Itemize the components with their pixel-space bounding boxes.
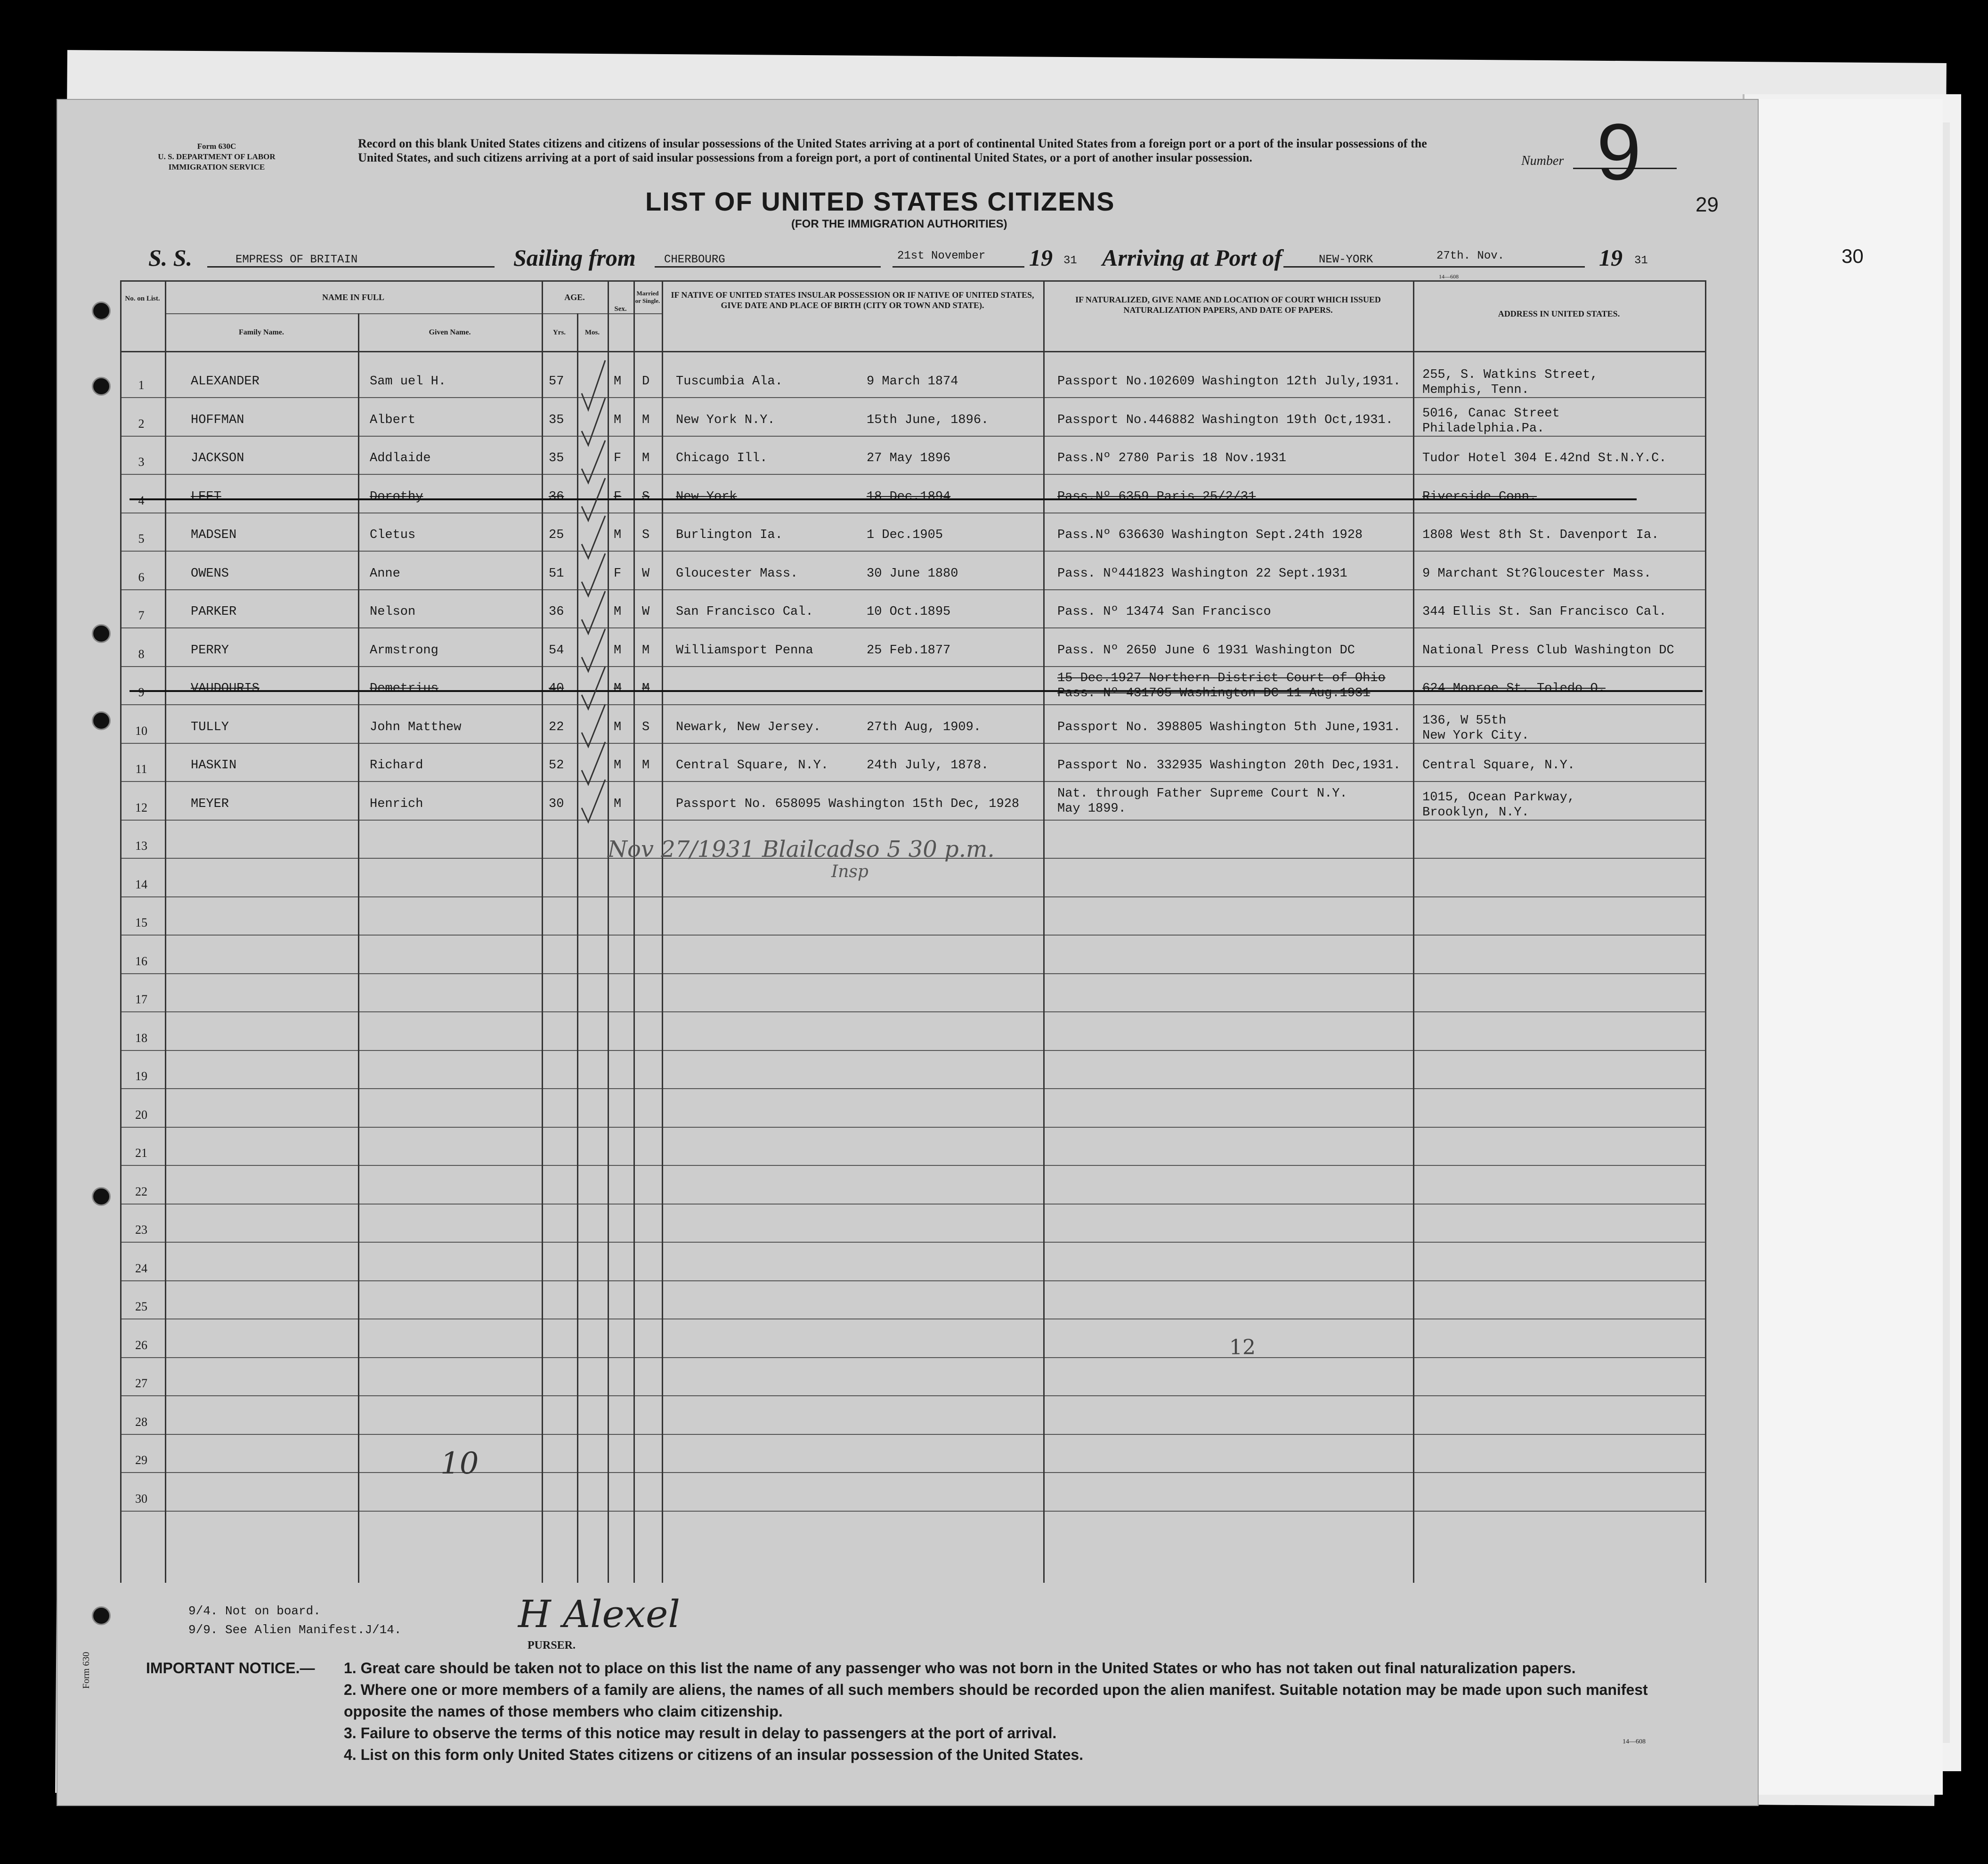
cell-age-years: 35 bbox=[549, 451, 564, 465]
cell-given-name: Armstrong bbox=[370, 643, 438, 658]
cell-age-years: 25 bbox=[549, 528, 564, 542]
cell-age-years: 54 bbox=[549, 643, 564, 658]
cell-naturalization: Pass. Nº 2650 June 6 1931 Washington DC bbox=[1057, 643, 1355, 658]
row-number: 24 bbox=[135, 1262, 147, 1275]
col-header-age: AGE. bbox=[564, 293, 585, 302]
form-number: Form 630C bbox=[197, 142, 236, 151]
cell-address: Central Square, N.Y. bbox=[1422, 758, 1575, 773]
arrival-date: 27th. Nov. bbox=[1436, 250, 1505, 262]
cell-birth-date: 1 Dec.1905 bbox=[867, 528, 943, 542]
cell-sex: M bbox=[614, 374, 622, 389]
table-top-border bbox=[120, 280, 1705, 282]
cell-marital-status: S bbox=[642, 528, 650, 542]
cell-address: 624 Monroe St. Toledo O. bbox=[1422, 682, 1606, 696]
cell-sex: M bbox=[614, 528, 622, 542]
cell-address: 1015, Ocean Parkway, bbox=[1422, 790, 1575, 805]
ss-label: S. S. bbox=[148, 244, 193, 271]
cell-family-name: MADSEN bbox=[191, 528, 237, 542]
tally-mark: 12 bbox=[1229, 1335, 1256, 1359]
cell-family-name: HOFFMAN bbox=[191, 413, 244, 427]
row-number: 27 bbox=[135, 1376, 147, 1390]
purser-label: PURSER. bbox=[527, 1639, 576, 1652]
cell-age-years: 30 bbox=[549, 797, 564, 811]
ship-name: EMPRESS OF BRITAIN bbox=[235, 253, 358, 266]
row-number: 10 bbox=[135, 724, 147, 738]
row-number: 18 bbox=[135, 1031, 147, 1045]
cell-address: Tudor Hotel 304 E.42nd St.N.Y.C. bbox=[1422, 451, 1667, 465]
row-number: 20 bbox=[135, 1108, 147, 1122]
row-number: 28 bbox=[135, 1415, 147, 1429]
col-border bbox=[120, 280, 122, 1583]
cell-given-name: Addlaide bbox=[370, 451, 431, 465]
col-border bbox=[542, 280, 543, 1583]
cell-sex: F bbox=[614, 451, 622, 465]
cell-naturalization: 15 Dec.1927 Northern District Court of Ohio bbox=[1057, 671, 1386, 685]
cell-family-name: VAUDOURIS bbox=[191, 682, 260, 696]
row-number: 22 bbox=[135, 1185, 147, 1198]
cell-naturalization-line2: May 1899. bbox=[1057, 802, 1126, 816]
cell-birth-place: Burlington Ia. bbox=[676, 528, 783, 542]
passenger-table bbox=[120, 280, 1705, 1583]
arrival-year-prefix: 19 bbox=[1599, 244, 1623, 271]
cell-naturalization: Nat. through Father Supreme Court N.Y. bbox=[1057, 787, 1347, 801]
col-header-family: Family Name. bbox=[239, 328, 284, 336]
cell-family-name: HASKIN bbox=[191, 758, 237, 773]
print-code: 14—608 bbox=[1439, 273, 1459, 280]
cell-given-name: John Matthew bbox=[370, 720, 462, 734]
cell-given-name: Albert bbox=[370, 413, 416, 427]
cell-address: 255, S. Watkins Street, bbox=[1422, 368, 1598, 382]
cell-sex: F bbox=[614, 490, 622, 504]
sailing-port: CHERBOURG bbox=[664, 253, 725, 266]
cell-age-years: 36 bbox=[549, 490, 564, 504]
cell-birth-place: Williamsport Penna bbox=[676, 643, 813, 658]
row-number: 6 bbox=[138, 570, 145, 584]
cell-birth-place: New York N.Y. bbox=[676, 413, 775, 427]
cell-given-name: Cletus bbox=[370, 528, 416, 542]
page-number: 29 bbox=[1696, 193, 1719, 216]
cell-marital-status: S bbox=[642, 720, 650, 734]
row-number: 3 bbox=[138, 455, 145, 469]
cell-address: 344 Ellis St. San Francisco Cal. bbox=[1422, 605, 1667, 619]
cell-birth-date: 15th June, 1896. bbox=[867, 413, 989, 427]
cell-age-years: 22 bbox=[549, 720, 564, 734]
notice-item-2: 2. Where one or more members of a family are aliens, the names of all such members should be recorded upon the alien manifest. Suitable notation may be made upon such manifest opposite the names of those members who claim citizenship. bbox=[344, 1681, 1648, 1720]
row-number: 9 bbox=[138, 685, 145, 699]
row-number: 8 bbox=[138, 647, 145, 661]
page-subtitle: (FOR THE IMMIGRATION AUTHORITIES) bbox=[791, 218, 1007, 230]
cell-address: 5016, Canac Street bbox=[1422, 407, 1560, 421]
col-border bbox=[1413, 280, 1414, 1583]
cell-marital-status: W bbox=[642, 567, 650, 581]
cell-age-years: 52 bbox=[549, 758, 564, 773]
cell-age-years: 36 bbox=[549, 605, 564, 619]
cell-family-name: LEET bbox=[191, 490, 221, 504]
arrival-underline bbox=[1283, 266, 1585, 268]
cell-sex: M bbox=[614, 643, 622, 658]
cell-marital-status: W bbox=[642, 605, 650, 619]
row-number: 2 bbox=[138, 417, 145, 431]
department: U. S. DEPARTMENT OF LABOR bbox=[158, 152, 276, 161]
cell-birth-date: 18 Dec.1894 bbox=[867, 490, 951, 504]
row-number: 1 bbox=[138, 378, 145, 392]
punch-hole bbox=[92, 624, 111, 643]
col-header-address: ADDRESS IN UNITED STATES. bbox=[1498, 309, 1620, 318]
cell-birth-place: Tuscumbia Ala. bbox=[676, 374, 783, 389]
cell-birth-date: 9 March 1874 bbox=[867, 374, 958, 389]
cell-given-name: Dorothy bbox=[370, 490, 423, 504]
cell-given-name: Anne bbox=[370, 567, 400, 581]
row-number: 15 bbox=[135, 916, 147, 929]
cell-naturalization: Passport No.102609 Washington 12th July,1931. bbox=[1057, 374, 1401, 389]
row-number: 4 bbox=[138, 494, 145, 507]
sailing-label: Sailing from bbox=[513, 244, 636, 271]
cell-address: 9 Marchant St?Gloucester Mass. bbox=[1422, 567, 1652, 581]
row-number: 17 bbox=[135, 993, 147, 1006]
next-page-edge bbox=[1750, 99, 1943, 1795]
col-border bbox=[662, 280, 663, 1583]
col-border bbox=[1705, 280, 1706, 1583]
cell-family-name: OWENS bbox=[191, 567, 229, 581]
cell-marital-status: S bbox=[642, 490, 650, 504]
punch-hole bbox=[92, 377, 111, 396]
sail-year: 31 bbox=[1063, 254, 1077, 267]
arriving-label: Arriving at Port of bbox=[1102, 244, 1282, 271]
row-number: 7 bbox=[138, 609, 145, 622]
notice-item-4: 4. List on this form only United States citizens or citizens of an insular possession of the United States. bbox=[344, 1746, 1084, 1763]
cell-address: 1808 West 8th St. Davenport Ia. bbox=[1422, 528, 1659, 542]
cell-sex: M bbox=[614, 797, 622, 811]
inspector-note: Insp bbox=[831, 862, 868, 881]
number-label: Number bbox=[1521, 154, 1564, 168]
col-border bbox=[1043, 280, 1045, 1583]
cell-naturalization: Passport No.446882 Washington 19th Oct,1931. bbox=[1057, 413, 1393, 427]
strike-line bbox=[130, 690, 1703, 692]
sail-date-underline bbox=[893, 266, 1024, 268]
col-border bbox=[358, 313, 359, 1583]
cell-given-name: Sam uel H. bbox=[370, 374, 446, 389]
row-number: 19 bbox=[135, 1069, 147, 1083]
row-number: 11 bbox=[135, 762, 147, 776]
cell-family-name: PERRY bbox=[191, 643, 229, 658]
arrival-year: 31 bbox=[1634, 254, 1648, 267]
sail-year-prefix: 19 bbox=[1029, 244, 1053, 271]
cell-age-years: 51 bbox=[549, 567, 564, 581]
col-header-name: NAME IN FULL bbox=[322, 293, 384, 302]
notice-lead: IMPORTANT NOTICE.— bbox=[146, 1660, 315, 1677]
record-instructions: Record on this blank United States citizens and citizens of insular possessions of the United States arriving at a port of continental United States from a foreign port or a port of the insular possessions of the United States, and such citizens arriving at a port of said insular possessions from a foreign port, a port of continental United States, or a port of another insular possession. bbox=[358, 137, 1427, 164]
name-subheader-line bbox=[165, 313, 662, 314]
cell-sex: M bbox=[614, 758, 622, 773]
cell-family-name: ALEXANDER bbox=[191, 374, 260, 389]
cell-age-years: 40 bbox=[549, 682, 564, 696]
cell-birth-place: New-York bbox=[676, 490, 737, 504]
row-number: 25 bbox=[135, 1300, 147, 1313]
notice-item-1: 1. Great care should be taken not to place on this list the name of any passenger who was not born in the United States or who has not taken out final naturalization papers. bbox=[344, 1660, 1576, 1677]
row-number: 14 bbox=[135, 878, 147, 891]
page-title: LIST OF UNITED STATES CITIZENS bbox=[645, 187, 1115, 216]
cell-sex: M bbox=[614, 682, 622, 696]
cell-address: National Press Club Washington DC bbox=[1422, 643, 1674, 658]
col-header-birth: IF NATIVE OF UNITED STATES INSULAR POSSESSION OR IF NATIVE OF UNITED STATES, GIVE DATE AND PLACE OF BIRTH (CITY OR TOWN AND STATE). bbox=[671, 290, 1034, 310]
col-header-yrs: Yrs. bbox=[552, 329, 566, 336]
cell-marital-status: M bbox=[642, 451, 650, 465]
side-form-label: Form 630 bbox=[81, 1652, 91, 1689]
cell-family-name: JACKSON bbox=[191, 451, 244, 465]
cell-address: 136, W 55th bbox=[1422, 714, 1507, 728]
sheet-number: 9 bbox=[1597, 107, 1641, 197]
cell-birth-place: Central Square, N.Y. bbox=[676, 758, 829, 773]
cell-naturalization: Passport No. 332935 Washington 20th Dec,1931. bbox=[1057, 758, 1401, 773]
cell-family-name: PARKER bbox=[191, 605, 237, 619]
cell-marital-status: M bbox=[642, 758, 650, 773]
cell-age-years: 35 bbox=[549, 413, 564, 427]
service: IMMIGRATION SERVICE bbox=[168, 163, 265, 171]
cell-address-line2: Memphis, Tenn. bbox=[1422, 383, 1529, 397]
cell-birth-place: Newark, New Jersey. bbox=[676, 720, 821, 734]
cell-birth-date: 30 June 1880 bbox=[867, 567, 958, 581]
inspection-stamp: Nov 27/1931 Blailcadso 5 30 p.m. bbox=[608, 836, 995, 863]
cell-address-line2: New York City. bbox=[1422, 729, 1529, 743]
strike-line bbox=[130, 498, 1637, 500]
row-number: 5 bbox=[138, 532, 145, 545]
sailing-underline bbox=[655, 266, 881, 268]
row-number: 16 bbox=[135, 954, 147, 968]
footnote: 9/4. Not on board. bbox=[188, 1604, 321, 1618]
cell-address-line2: Philadelphia.Pa. bbox=[1422, 422, 1545, 436]
cell-naturalization: Passport No. 398805 Washington 5th June,1931. bbox=[1057, 720, 1401, 734]
cell-family-name: MEYER bbox=[191, 797, 229, 811]
footnotes bbox=[188, 1602, 401, 1639]
col-header-married: Married or Single. bbox=[635, 290, 660, 304]
col-border bbox=[165, 280, 166, 1583]
next-page-number: 30 bbox=[1842, 245, 1864, 267]
check-marks bbox=[572, 356, 629, 1062]
cell-marital-status: M bbox=[642, 682, 650, 696]
row-number: 26 bbox=[135, 1338, 147, 1352]
cell-given-name: Demetrius bbox=[370, 682, 438, 696]
cell-marital-status: D bbox=[642, 374, 650, 389]
col-border bbox=[633, 280, 635, 1583]
punch-hole bbox=[92, 1606, 111, 1625]
cell-address-line2: Brooklyn, N.Y. bbox=[1422, 806, 1529, 820]
cell-birth-date: 10 Oct.1895 bbox=[867, 605, 951, 619]
cell-sex: M bbox=[614, 720, 622, 734]
row-number: 13 bbox=[135, 839, 147, 853]
col-header-given: Given Name. bbox=[429, 328, 471, 336]
cell-naturalization: Pass.Nº 636630 Washington Sept.24th 1928 bbox=[1057, 528, 1363, 542]
cell-birth-place: San Francisco Cal. bbox=[676, 605, 813, 619]
col-header-mos: Mos. bbox=[584, 329, 600, 336]
row-number: 29 bbox=[135, 1453, 147, 1467]
cell-naturalization: Pass. Nº441823 Washington 22 Sept.1931 bbox=[1057, 567, 1347, 581]
cell-naturalization: Pass.Nº 2780 Paris 18 Nov.1931 bbox=[1057, 451, 1287, 465]
cell-birth-date: 27th Aug, 1909. bbox=[867, 720, 982, 734]
form-identifier bbox=[141, 141, 292, 172]
row-number: 30 bbox=[135, 1492, 147, 1506]
col-header-no: No. on List. bbox=[125, 295, 160, 302]
cell-given-name: Richard bbox=[370, 758, 423, 773]
cell-given-name: Nelson bbox=[370, 605, 416, 619]
arrival-port: NEW-YORK bbox=[1319, 253, 1373, 266]
cell-birth-place: Passport No. 658095 Washington 15th Dec, 1928 bbox=[676, 797, 1020, 811]
row-number: 12 bbox=[135, 801, 147, 814]
col-header-naturalized: IF NATURALIZED, GIVE NAME AND LOCATION OF COURT WHICH ISSUED NATURALIZATION PAPERS, AND DATE OF PAPERS. bbox=[1075, 295, 1381, 315]
purser-signature: H Alexel bbox=[518, 1592, 680, 1636]
sail-date: 21st November bbox=[897, 250, 986, 262]
cell-naturalization: Pass. Nº 13474 San Francisco bbox=[1057, 605, 1271, 619]
cell-birth-date: 25 Feb.1877 bbox=[867, 643, 951, 658]
row-number: 21 bbox=[135, 1146, 147, 1160]
cell-birth-date: 24th July, 1878. bbox=[867, 758, 989, 773]
footnote: 9/9. See Alien Manifest.J/14. bbox=[188, 1623, 402, 1637]
cell-naturalization-line2: Pass. Nº 431705 Washington DC 11 Aug.1931 bbox=[1057, 686, 1371, 700]
cell-marital-status: M bbox=[642, 643, 650, 658]
cell-address: Riverside Conn. bbox=[1422, 490, 1537, 504]
print-code: 14—608 bbox=[1623, 1738, 1646, 1745]
cell-age-years: 57 bbox=[549, 374, 564, 389]
cell-marital-status: M bbox=[642, 413, 650, 427]
row-number: 23 bbox=[135, 1223, 147, 1237]
cell-sex: F bbox=[614, 567, 622, 581]
col-header-sex: Sex. bbox=[614, 305, 627, 313]
cell-birth-date: 27 May 1896 bbox=[867, 451, 951, 465]
ship-underline bbox=[207, 266, 495, 268]
punch-hole bbox=[92, 1187, 111, 1206]
cell-family-name: TULLY bbox=[191, 720, 229, 734]
notice-item-3: 3. Failure to observe the terms of this notice may result in delay to passengers at the port of arrival. bbox=[344, 1725, 1057, 1742]
cell-birth-place: Gloucester Mass. bbox=[676, 567, 798, 581]
count-mark: 10 bbox=[440, 1446, 479, 1481]
cell-sex: M bbox=[614, 605, 622, 619]
punch-hole bbox=[92, 301, 111, 320]
cell-naturalization: Pass.Nº 6359 Paris 25/2/31 bbox=[1057, 490, 1256, 504]
punch-hole bbox=[92, 711, 111, 730]
cell-sex: M bbox=[614, 413, 622, 427]
cell-given-name: Henrich bbox=[370, 797, 423, 811]
cell-birth-place: Chicago Ill. bbox=[676, 451, 768, 465]
